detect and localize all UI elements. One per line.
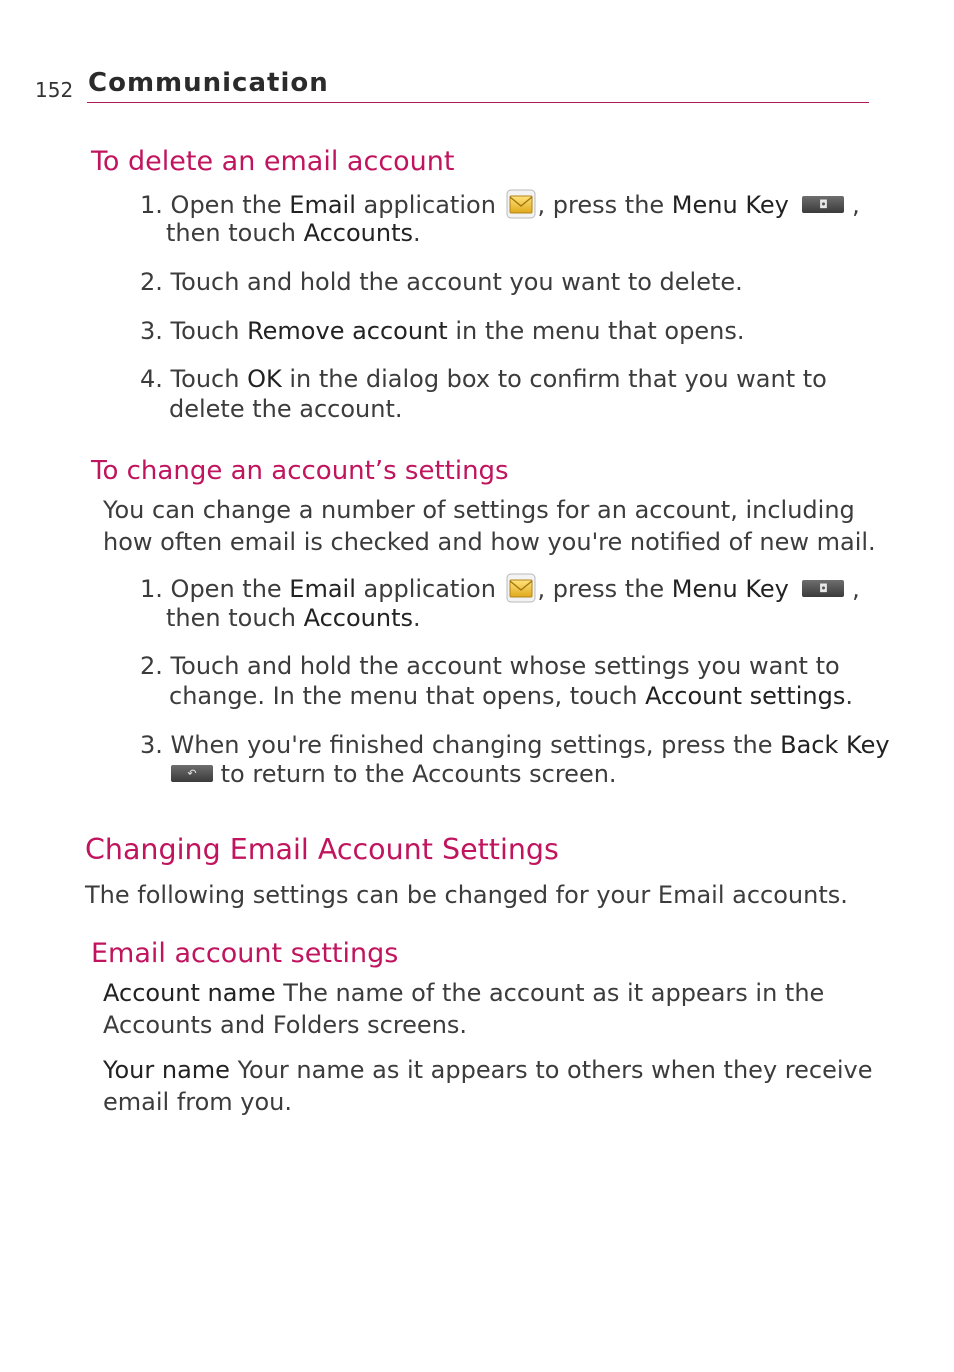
step-text: then touch [166,219,304,247]
step-number: 4. [140,365,163,393]
step-text: change. In the menu that opens, touch [169,682,646,710]
step-text: Touch and hold the account whose settings you want to [170,652,840,680]
step-number: 1. [140,575,163,603]
email-app-term: Email [289,575,356,603]
change-step-1-line-1 [140,573,860,604]
step-text: When you're finished changing settings, press the [170,731,781,759]
ok-term: OK [247,365,282,393]
your-name-term: Your name [103,1056,230,1084]
change-step-3-line-2 [171,759,617,789]
change-settings-heading: To change an account’s settings [91,456,509,486]
menu-key-icon: ◘ [802,196,844,213]
step-text: to return to the Accounts screen. [213,760,617,788]
definition-text: Your name as it appears to others when they receive [229,1056,873,1084]
your-name-line-2: email from you. [103,1088,293,1116]
step-text: application [355,575,504,603]
change-step-3-line-1 [140,730,890,760]
step-text: Touch and hold the account you want to delete. [170,268,743,296]
header-divider [87,102,869,103]
section-title: Communication [88,68,329,98]
changing-email-settings-intro: The following settings can be changed for your Email accounts. [85,881,848,909]
change-step-2-line-2 [169,681,853,711]
delete-step-3 [140,316,744,346]
step-text: , press the [537,575,672,603]
step-number: 3. [140,317,163,345]
delete-account-heading: To delete an email account [91,146,455,177]
step-text: , [844,575,860,603]
step-number: 2. [140,268,163,296]
email-app-term: Email [289,191,356,219]
email-app-icon [506,573,536,603]
step-text: Touch [170,365,248,393]
step-text: . [412,604,421,632]
remove-account-term: Remove account [247,317,448,345]
step-text: Open the [170,191,290,219]
changing-email-settings-heading: Changing Email Account Settings [85,833,559,866]
email-account-settings-heading: Email account settings [91,938,399,969]
step-number: 2. [140,652,163,680]
step-text: , press the [537,191,672,219]
step-text: in the menu that opens. [447,317,745,345]
step-text: then touch [166,604,304,632]
step-text: . [412,219,421,247]
step-number: 1. [140,191,163,219]
menu-key-term: Menu Key [671,191,789,219]
accounts-term: Accounts [303,604,413,632]
step-text: Touch [170,317,248,345]
step-text: in the dialog box to confirm that you want to [281,365,827,393]
delete-step-1-line-2 [166,218,421,248]
change-step-1-line-2 [166,603,421,633]
delete-step-2 [140,267,743,297]
back-key-icon: ↶ [171,765,213,782]
menu-key-term: Menu Key [671,575,789,603]
change-settings-intro-line-2: how often email is checked and how you're notified of new mail. [103,528,876,556]
email-app-icon [506,189,536,219]
step-text: . [845,682,853,710]
back-key-term: Back Key [780,731,890,759]
account-name-line-2: Accounts and Folders screens. [103,1011,468,1039]
delete-step-4-line-1 [140,364,827,394]
account-name-term: Account name [103,979,276,1007]
accounts-term: Accounts [303,219,413,247]
step-text: application [355,191,504,219]
your-name-line-1 [103,1055,872,1085]
definition-text: The name of the account as it appears in the [275,979,825,1007]
page-number: 152 [35,78,74,102]
delete-step-1-line-1 [140,189,860,220]
account-name-line-1 [103,978,824,1008]
account-settings-term: Account settings [645,682,846,710]
delete-step-4-line-2: delete the account. [169,395,403,423]
menu-key-icon: ◘ [802,580,844,597]
step-text: Open the [170,575,290,603]
step-number: 3. [140,731,163,759]
change-step-2-line-1 [140,651,840,681]
change-settings-intro-line-1: You can change a number of settings for an account, including [103,496,855,524]
step-text: , [844,191,860,219]
